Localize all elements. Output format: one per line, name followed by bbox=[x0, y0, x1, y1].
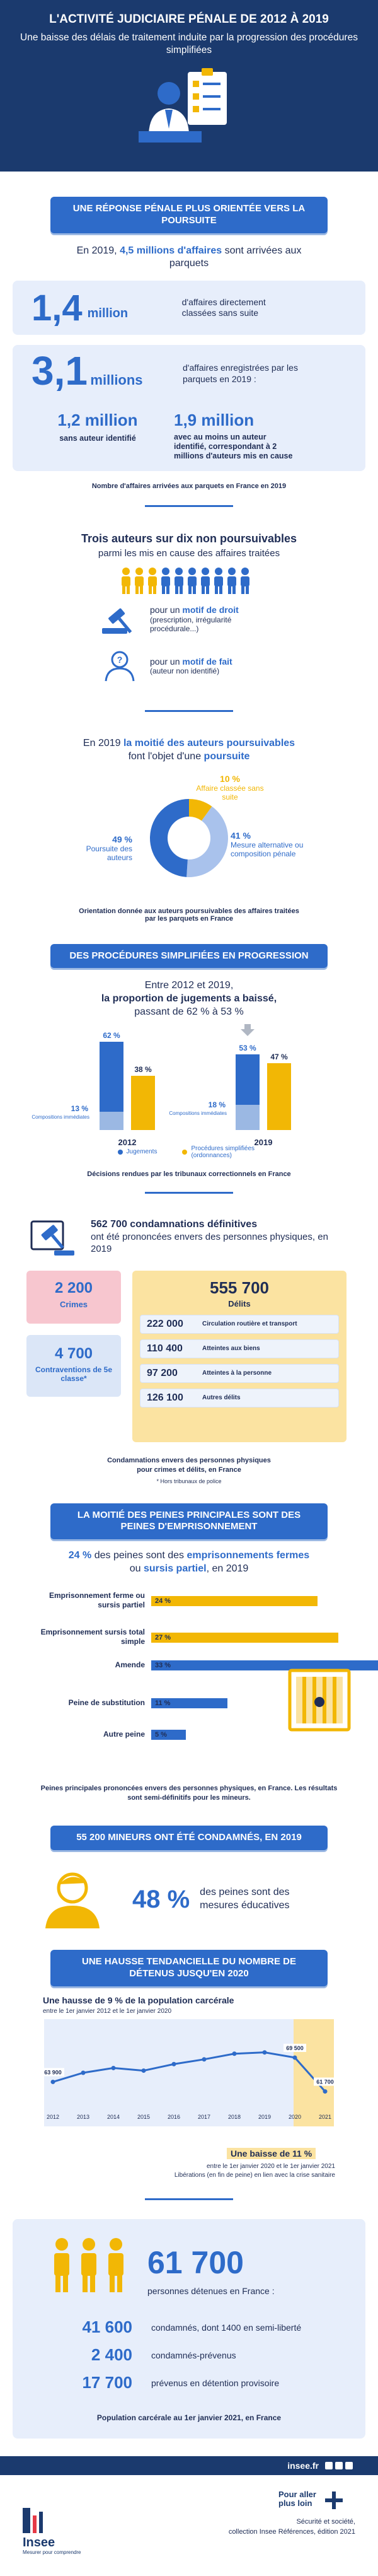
minor-person-icon bbox=[38, 1868, 107, 1931]
crimes-value: 2 200 bbox=[54, 1279, 93, 1297]
s2-title-a: Trois auteurs sur dix non poursuivables bbox=[81, 532, 297, 545]
detenus-row-value: 41 600 bbox=[82, 2317, 132, 2337]
data-point bbox=[293, 2055, 297, 2060]
label-2012-jugements: 62 % bbox=[103, 1030, 120, 1040]
logo-subtitle: Mesurer pour comprendre bbox=[23, 2549, 81, 2555]
bar-2019-procedures bbox=[267, 1063, 291, 1130]
s7-row bbox=[38, 1868, 378, 1931]
tick-label: 2012 bbox=[46, 2113, 60, 2120]
s1-intro bbox=[0, 245, 378, 271]
plus-icon bbox=[325, 2491, 343, 2509]
peine-label: Emprisonnement ferme ou sursis partiel bbox=[49, 1590, 145, 1609]
detenus-row-value: 17 700 bbox=[82, 2373, 132, 2392]
tick-label: 2020 bbox=[288, 2113, 302, 2120]
tick-label: 2021 bbox=[318, 2113, 332, 2120]
peine-value: 24 % bbox=[155, 1597, 171, 1605]
s2-r2b: motif de fait bbox=[182, 656, 232, 667]
donut-chart bbox=[0, 772, 378, 899]
ref-line-2: collection Insee Références, édition 2021 bbox=[228, 2527, 355, 2536]
detenus-row bbox=[44, 2314, 301, 2341]
s1-n4: 1,9 million bbox=[174, 411, 255, 430]
legend-poursuite bbox=[69, 834, 132, 863]
s6-text-c: emprisonnements fermes bbox=[186, 1550, 310, 1561]
s6-text-e: sursis partiel bbox=[143, 1563, 207, 1574]
procedures-bar-chart bbox=[0, 1023, 378, 1155]
tick-label: 2015 bbox=[137, 2113, 151, 2120]
footer-bar bbox=[0, 2456, 378, 2475]
detenus-row-value: 2 400 bbox=[91, 2345, 132, 2365]
social-icons bbox=[325, 2462, 353, 2469]
s1-caption: Nombre d'affaires arrivées aux parquets en France en 2019 bbox=[91, 482, 287, 491]
data-point bbox=[81, 2070, 86, 2075]
header bbox=[0, 0, 378, 172]
divider bbox=[145, 1192, 233, 1194]
s4-text-a: Entre 2012 et 2019, bbox=[144, 980, 234, 991]
panel-classees bbox=[13, 281, 365, 335]
baisse-note: Libérations (en fin de peine) en lien avec la crise sanitaire bbox=[174, 2171, 335, 2179]
tick-label: 2014 bbox=[106, 2113, 120, 2120]
delit-row bbox=[140, 1315, 339, 1334]
person-icon bbox=[148, 568, 157, 594]
label-2019-jugements: 53 % bbox=[239, 1043, 256, 1052]
peine-value: 27 % bbox=[155, 1633, 171, 1641]
s1-n2-label: d'affaires enregistrées par les parquets en 2019 : bbox=[183, 363, 298, 384]
section-banner-peines: LA MOITIÉ DES PEINES PRINCIPALES SONT DES PEINES D'EMPRISONNEMENT bbox=[50, 1503, 328, 1540]
label-2019-procedures: 47 % bbox=[270, 1052, 288, 1061]
person-icon bbox=[161, 568, 170, 594]
detenus-row bbox=[44, 2369, 301, 2397]
peine-value: 5 % bbox=[155, 1730, 167, 1739]
s9-caption: Population carcérale au 1er janvier 2021, en France bbox=[96, 2413, 282, 2422]
legend-classee-value: 10 % bbox=[220, 773, 240, 784]
delits-value: 555 700 bbox=[210, 1278, 269, 1297]
delit-label: Atteintes à la personne bbox=[202, 1370, 272, 1377]
peine-label: Peine de substitution bbox=[68, 1698, 145, 1707]
section-banner-mineurs: 55 200 MINEURS ONT ÉTÉ CONDAMNÉS, EN 2019 bbox=[50, 1826, 328, 1850]
s1-n1-label: d'affaires directement classées sans suite bbox=[181, 296, 266, 318]
data-point bbox=[142, 2068, 146, 2073]
delit-row bbox=[140, 1364, 339, 1383]
box-contraventions bbox=[26, 1335, 121, 1397]
arrow-down-icon bbox=[241, 1024, 255, 1036]
s6-text-b: des peines sont des bbox=[91, 1550, 187, 1561]
s1-n3-label: sans auteur identifié bbox=[59, 434, 136, 443]
legend-alternative-label: Mesure alternative ou composition pénale bbox=[231, 840, 304, 859]
s6-text-f: , en 2019 bbox=[206, 1563, 249, 1574]
peine-label: Amende bbox=[115, 1660, 145, 1669]
s7-pct: 48 % bbox=[132, 1885, 190, 1913]
hausse-subtitle: entre le 1er janvier 2012 et le 1er janvier 2020 bbox=[43, 2007, 172, 2015]
s5-title bbox=[25, 1215, 378, 1259]
twitter-icon[interactable] bbox=[325, 2462, 333, 2469]
bar-2012-compositions bbox=[100, 1112, 123, 1130]
peines-bar-chart bbox=[0, 1582, 378, 1784]
s1-n1: 1,4 bbox=[32, 287, 83, 329]
detenus-line-chart bbox=[0, 2013, 378, 2158]
label-2012-comp-text: Compositions immédiates bbox=[32, 1114, 89, 1120]
s3-donut-chart bbox=[0, 772, 378, 899]
hausse-title: Une hausse de 9 % de la population carcérale bbox=[43, 1995, 234, 2005]
delit-value: 110 400 bbox=[147, 1343, 183, 1354]
s2-row-fait bbox=[101, 647, 378, 685]
label-2012-compositions: 13 % bbox=[71, 1104, 88, 1113]
data-point bbox=[323, 2089, 328, 2094]
year-2019: 2019 bbox=[254, 1137, 273, 1147]
s4-legend bbox=[0, 1145, 378, 1159]
person-icon bbox=[122, 568, 130, 594]
legend-alternative bbox=[231, 830, 312, 859]
tick-label: 2019 bbox=[258, 2113, 272, 2120]
s5-title-b: ont été prononcées envers des personnes physiques, en 2019 bbox=[91, 1232, 328, 1254]
peine-bar bbox=[151, 1730, 186, 1740]
s2-title bbox=[0, 532, 378, 559]
peine-label: Emprisonnement sursis total simple bbox=[40, 1627, 145, 1646]
detenus-row-label: condamnés, dont 1400 en semi-liberté bbox=[151, 2322, 302, 2333]
donut-slice-alternative bbox=[186, 807, 228, 877]
delit-value: 222 000 bbox=[147, 1318, 183, 1329]
legend-poursuite-label: Poursuite des auteurs bbox=[86, 844, 132, 863]
gavel-icon bbox=[101, 603, 139, 636]
s9-big-label: personnes détenues en France : bbox=[147, 2285, 275, 2296]
data-point bbox=[112, 2066, 116, 2070]
contraventions-value: 4 700 bbox=[54, 1344, 93, 1362]
box-crimes bbox=[26, 1271, 121, 1324]
s3-title bbox=[0, 737, 378, 764]
delits-list bbox=[140, 1315, 339, 1407]
person-icon bbox=[227, 568, 236, 594]
s5-caption: Condamnations envers des personnes physiques pour crimes et délits, en France bbox=[107, 1456, 271, 1474]
s1-n3: 1,2 million bbox=[57, 411, 138, 430]
detenus-row bbox=[44, 2341, 301, 2369]
s4-text-b: la proportion de jugements a baissé, bbox=[101, 993, 277, 1005]
tick-label: 2013 bbox=[76, 2113, 90, 2120]
s4-caption: Décisions rendues par les tribunaux correctionnels en France bbox=[87, 1170, 291, 1178]
data-point bbox=[202, 2057, 207, 2061]
s3-caption: Orientation donnée aux auteurs poursuivables des affaires traitées par les parquets en France bbox=[79, 907, 299, 923]
s4-text-c: passant de 62 % à 53 % bbox=[134, 1006, 244, 1018]
s2-row-droit bbox=[101, 600, 378, 638]
delit-label: Atteintes aux biens bbox=[202, 1345, 260, 1353]
people-icons bbox=[0, 565, 378, 597]
s1-n4-group bbox=[174, 411, 331, 461]
divider bbox=[145, 710, 233, 712]
peine-value: 33 % bbox=[155, 1661, 171, 1669]
s6-text bbox=[0, 1549, 378, 1576]
s7-text: des peines sont des mesures éducatives bbox=[200, 1887, 290, 1911]
baisse-title: Une baisse de 11 % bbox=[227, 2148, 316, 2159]
svg-text:?: ? bbox=[117, 655, 123, 665]
s3-title-a: En 2019 bbox=[83, 738, 123, 749]
s5-note: * Hors tribunaux de police bbox=[156, 1477, 222, 1484]
delits-label: Délits bbox=[228, 1298, 251, 1308]
s3-title-d: poursuite bbox=[203, 750, 250, 762]
footer-site-link[interactable]: insee.fr bbox=[287, 2460, 319, 2471]
legend-procedures bbox=[182, 1145, 260, 1159]
detenus-chart-section bbox=[0, 1995, 378, 2184]
peine-value: 11 % bbox=[155, 1699, 171, 1707]
panel-enregistrees bbox=[13, 345, 365, 471]
detenus-row-label: condamnés-prévenus bbox=[151, 2350, 236, 2360]
contraventions-label: Contraventions de 5e classe* bbox=[35, 1365, 113, 1384]
s2-r1a: pour un bbox=[150, 605, 183, 615]
section-banner-poursuite: UNE RÉPONSE PÉNALE PLUS ORIENTÉE VERS LA POURSUITE bbox=[50, 197, 328, 233]
person-icon bbox=[135, 568, 144, 594]
label-2019-compositions: 18 % bbox=[208, 1100, 226, 1109]
s1-n2-group bbox=[32, 347, 143, 394]
delit-value: 97 200 bbox=[147, 1367, 178, 1378]
chart-highlight-2021 bbox=[294, 2019, 334, 2126]
s6-text-a: 24 % bbox=[68, 1550, 92, 1561]
legend-dot bbox=[182, 1150, 187, 1155]
s1-n1-unit: million bbox=[87, 306, 129, 320]
peine-label: Autre peine bbox=[103, 1729, 145, 1739]
person-icon bbox=[241, 568, 249, 594]
page-title: L'ACTIVITÉ JUDICIAIRE PÉNALE DE 2012 À 2019 bbox=[49, 13, 329, 26]
divider bbox=[145, 505, 233, 507]
data-point bbox=[232, 2051, 237, 2056]
s1-n2: 3,1 bbox=[32, 348, 88, 394]
data-point bbox=[263, 2050, 267, 2054]
crimes-label: Crimes bbox=[59, 1299, 88, 1309]
year-2012: 2012 bbox=[118, 1137, 137, 1147]
s4-text bbox=[0, 979, 378, 1018]
s5-title-a: 562 700 condamnations définitives bbox=[91, 1219, 258, 1230]
legend-dot bbox=[118, 1150, 123, 1155]
legend-poursuite-value: 49 % bbox=[112, 834, 132, 844]
data-point bbox=[51, 2080, 55, 2084]
legend-jugements-label: Jugements bbox=[126, 1148, 158, 1156]
gavel-icon bbox=[25, 1215, 78, 1259]
ref-line-1: Sécurité et société, bbox=[296, 2517, 355, 2526]
legend-classee-label: Affaire classée sans suite bbox=[196, 783, 264, 802]
delit-label: Circulation routière et transport bbox=[202, 1320, 297, 1328]
data-point bbox=[172, 2061, 176, 2066]
s2-r2c: (auteur non identifié) bbox=[150, 667, 220, 676]
prison-icon bbox=[285, 1665, 354, 1735]
peine-bar bbox=[151, 1633, 338, 1643]
unknown-person-icon bbox=[101, 650, 139, 682]
more-info-link[interactable]: Pour aller plus loin bbox=[278, 2489, 316, 2509]
tick-label: 2016 bbox=[167, 2113, 181, 2120]
tick-label: 2018 bbox=[227, 2113, 241, 2120]
s1-n4-label: avec au moins un auteur identifié, correspondant à 2 millions d'auteurs mis en cause bbox=[174, 433, 293, 461]
bar-2019-compositions bbox=[236, 1105, 260, 1130]
bar-2012-procedures bbox=[131, 1076, 155, 1130]
s6-caption: Peines principales prononcées envers des personnes physiques, en France. Les résultats sont semi-définitifs pour les mineurs. bbox=[40, 1784, 338, 1802]
delit-row bbox=[140, 1389, 339, 1407]
legend-alternative-value: 41 % bbox=[231, 830, 251, 841]
person-icon bbox=[188, 568, 197, 594]
detainees-icon bbox=[48, 2234, 130, 2297]
section-banner-detenus: UNE HAUSSE TENDANCIELLE DU NOMBRE DE DÉTENUS JUSQU'EN 2020 bbox=[50, 1950, 328, 1986]
s1-n3-group bbox=[25, 411, 170, 443]
s5-boxes bbox=[0, 1271, 378, 1445]
s2-r1b: motif de droit bbox=[182, 605, 239, 615]
person-icon bbox=[201, 568, 210, 594]
youtube-icon[interactable] bbox=[335, 2462, 343, 2469]
s1-intro-b: 4,5 millions d'affaires bbox=[120, 245, 222, 256]
person-icon bbox=[214, 568, 223, 594]
label-2019-comp-text: Compositions immédiates bbox=[169, 1110, 227, 1116]
panel-detenus bbox=[13, 2219, 365, 2439]
s2-r1c: (prescription, irrégularité procédurale...) bbox=[150, 615, 232, 634]
baisse-subtitle: entre le 1er janvier 2020 et le 1er janvier 2021 bbox=[206, 2162, 335, 2170]
legend-classee bbox=[192, 774, 268, 802]
linkedin-icon[interactable] bbox=[345, 2462, 353, 2469]
legend-jugements bbox=[118, 1148, 158, 1155]
tick-label: 2017 bbox=[197, 2113, 211, 2120]
s1-n2-unit: millions bbox=[90, 372, 143, 388]
delit-row bbox=[140, 1339, 339, 1358]
s1-intro-c: sont arrivées aux parquets bbox=[169, 245, 302, 269]
section-banner-procedures: DES PROCÉDURES SIMPLIFIÉES EN PROGRESSION bbox=[50, 944, 328, 969]
insee-logo bbox=[23, 2508, 60, 2533]
donut-slice-poursuite bbox=[150, 799, 189, 877]
person-icon bbox=[175, 568, 183, 594]
peine-bar bbox=[151, 1698, 227, 1708]
data-label: 63 900 bbox=[44, 2069, 62, 2076]
s9-big: 61 700 bbox=[147, 2244, 244, 2280]
data-label: 61 700 bbox=[316, 2078, 334, 2085]
s6-text-d: ou bbox=[129, 1563, 144, 1574]
footer-bottom bbox=[0, 2475, 378, 2576]
page-subtitle: Une baisse des délais de traitement induite par la progression des procédures simplifiées bbox=[20, 32, 358, 56]
divider bbox=[145, 2198, 233, 2200]
s1-intro-a: En 2019, bbox=[76, 245, 120, 256]
peine-bar bbox=[151, 1596, 318, 1606]
s3-title-b: la moitié des auteurs poursuivables bbox=[123, 738, 295, 749]
detenus-row-label: prévenus en détention provisoire bbox=[151, 2377, 280, 2388]
box-delits bbox=[132, 1271, 346, 1442]
logo-text: Insee bbox=[23, 2535, 55, 2550]
s2-r2a: pour un bbox=[150, 656, 183, 667]
delit-label: Autres délits bbox=[202, 1394, 241, 1402]
legend-procedures-label: Procédures simplifiées (ordonnances) bbox=[191, 1145, 255, 1159]
s9-rows bbox=[44, 2314, 301, 2397]
justice-icon bbox=[139, 68, 239, 144]
delit-value: 126 100 bbox=[147, 1392, 183, 1403]
label-2012-procedures: 38 % bbox=[134, 1064, 152, 1074]
data-label: 69 500 bbox=[286, 2044, 304, 2051]
s2-title-b: parmi les mis en cause des affaires traitées bbox=[98, 548, 280, 559]
s3-title-c: font l'objet d'une bbox=[128, 750, 204, 762]
